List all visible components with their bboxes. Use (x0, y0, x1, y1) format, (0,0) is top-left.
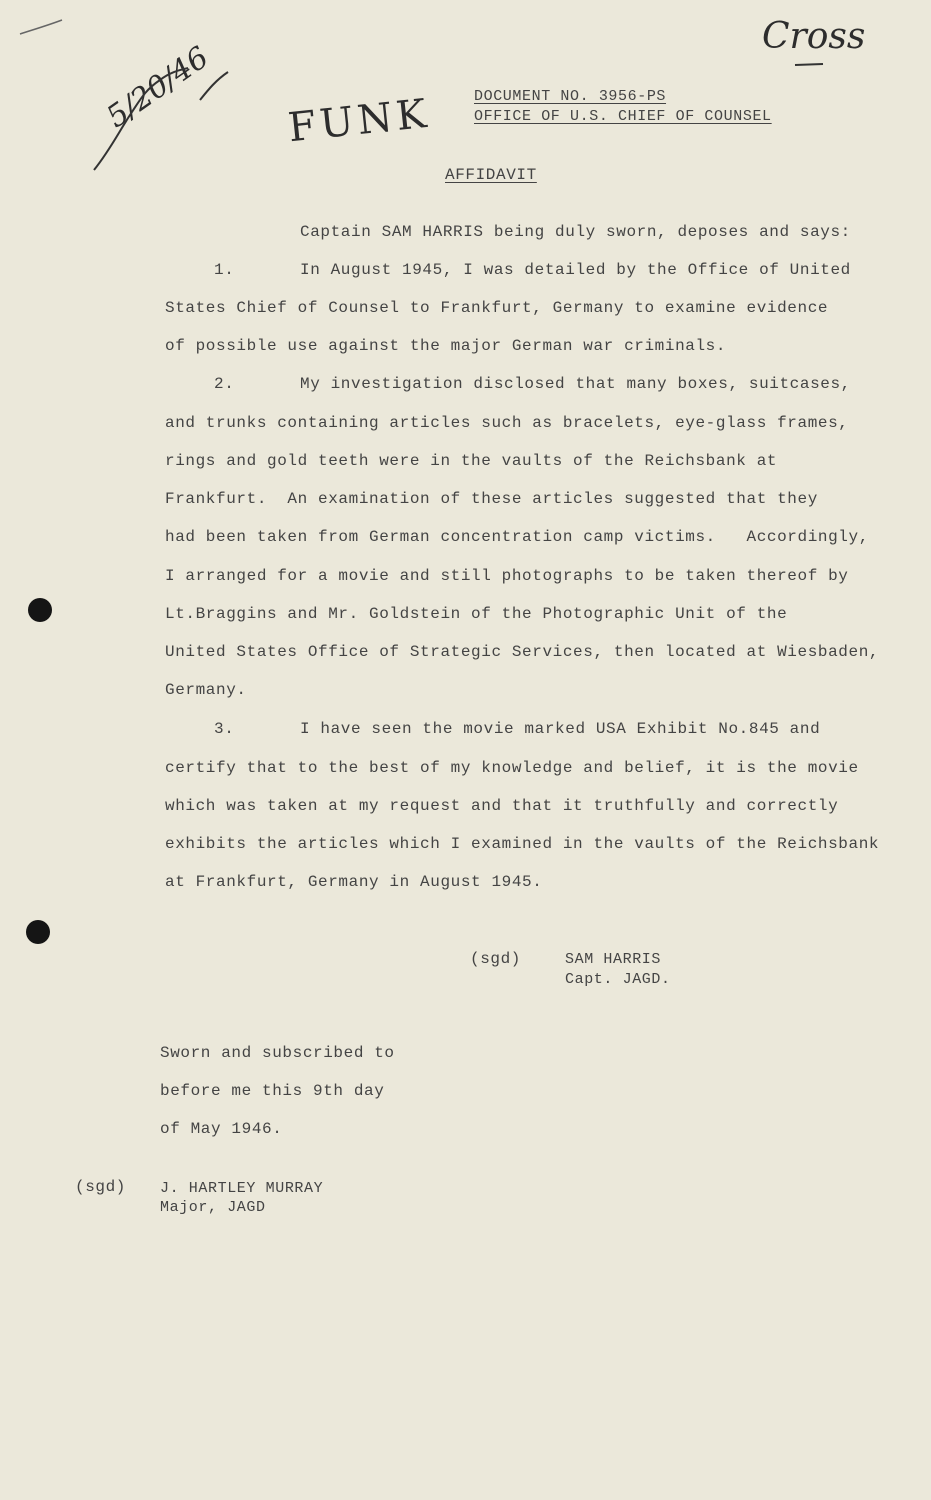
paragraph-2-line: I arranged for a movie and still photographs to be taken thereof by (165, 567, 849, 585)
handwritten-date-note: 5/20/46 (100, 39, 216, 136)
paragraph-3-line: at Frankfurt, Germany in August 1945. (165, 873, 543, 891)
paragraph-2-number: 2. (214, 375, 235, 393)
notary-name: J. HARTLEY MURRAY (160, 1180, 324, 1197)
paragraph-3-line: exhibits the articles which I examined in the vaults of the Reichsbank (165, 835, 880, 853)
sworn-line: of May 1946. (160, 1120, 283, 1138)
paragraph-3-line: which was taken at my request and that it truthfully and correctly (165, 797, 839, 815)
paragraph-3-number: 3. (214, 720, 235, 738)
paragraph-3-line: I have seen the movie marked USA Exhibit No.845 and (300, 720, 821, 738)
sworn-line: Sworn and subscribed to (160, 1044, 395, 1062)
paragraph-1-line: States Chief of Counsel to Frankfurt, Germany to examine evidence (165, 299, 829, 317)
handwritten-underline (795, 62, 825, 68)
document-number: DOCUMENT NO. 3956-PS (474, 88, 667, 105)
paragraph-1-line: of possible use against the major German war criminals. (165, 337, 727, 355)
handwritten-name: FUNK (285, 90, 433, 152)
paragraph-2-line: Germany. (165, 681, 247, 699)
punch-hole-bottom (26, 920, 50, 944)
notary-sgd: (sgd) (75, 1178, 127, 1196)
notary-rank: Major, JAGD (160, 1199, 266, 1216)
intro-line: Captain SAM HARRIS being duly sworn, deposes and says: (300, 223, 851, 241)
handwritten-cross-note: Cross (762, 16, 866, 57)
paragraph-3-line: certify that to the best of my knowledge and belief, it is the movie (165, 759, 859, 777)
paragraph-2-line: had been taken from German concentration camp victims. Accordingly, (165, 528, 869, 546)
paragraph-1-line: In August 1945, I was detailed by the Office of United (300, 261, 851, 279)
handwritten-scribble (90, 60, 240, 180)
punch-hole-top (28, 598, 52, 622)
signature-sgd: (sgd) (470, 950, 522, 968)
paragraph-2-line: rings and gold teeth were in the vaults of the Reichsbank at (165, 452, 778, 470)
signature-name: SAM HARRIS (565, 951, 662, 968)
paragraph-2-line: My investigation disclosed that many boxes, suitcases, (300, 375, 851, 393)
page-title: AFFIDAVIT (445, 166, 537, 184)
office-line: OFFICE OF U.S. CHIEF OF COUNSEL (474, 108, 772, 125)
paragraph-1-number: 1. (214, 261, 235, 279)
paragraph-2-line: Frankfurt. An examination of these articles suggested that they (165, 490, 818, 508)
paragraph-2-line: and trunks containing articles such as bracelets, eye-glass frames, (165, 414, 849, 432)
signature-rank: Capt. JAGD. (565, 971, 671, 988)
paragraph-2-line: United States Office of Strategic Services, then located at Wiesbaden, (165, 643, 880, 661)
sworn-line: before me this 9th day (160, 1082, 385, 1100)
paragraph-2-line: Lt.Braggins and Mr. Goldstein of the Photographic Unit of the (165, 605, 788, 623)
corner-mark (18, 18, 68, 38)
